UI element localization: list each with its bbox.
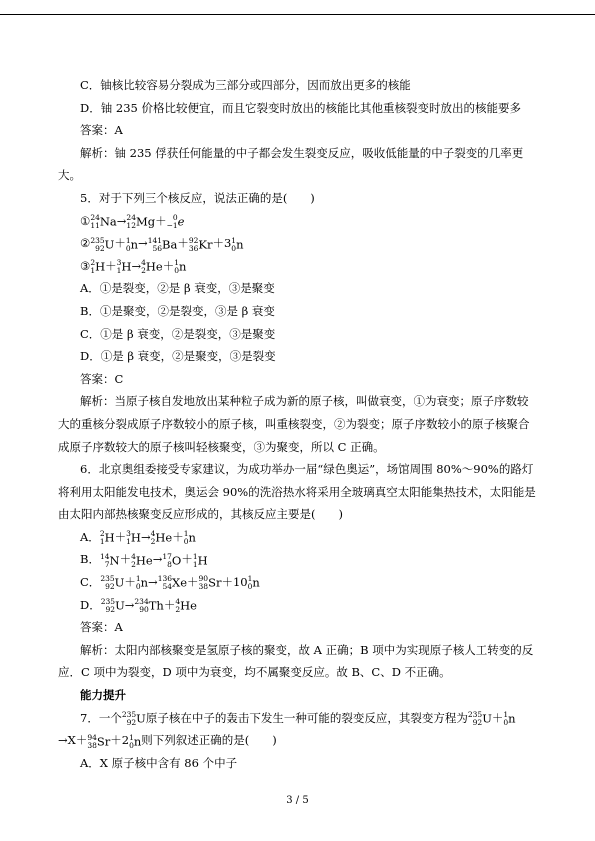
- mass-number: 234: [134, 597, 149, 606]
- nuclide-scripts: [100, 575, 114, 591]
- element-symbol: Na: [99, 214, 117, 229]
- mass-number: 0: [172, 212, 178, 222]
- atomic-number: 38: [198, 582, 209, 592]
- mass-number: 4: [150, 529, 156, 539]
- mass-number: 94: [87, 732, 97, 742]
- nuclide-u235: [122, 707, 146, 730]
- element-symbol: O: [171, 553, 182, 568]
- q5-option-b: B．①是聚变，②是裂变，③是 β 衰变: [80, 303, 275, 318]
- q5-reaction-2: ② 235 92 U＋ 1 0 n→ 141 56 Ba＋ 92 36 Kr＋3 1 0 n: [58, 232, 537, 255]
- atomic-number: 1: [126, 537, 131, 547]
- mass-number: 141: [147, 235, 163, 245]
- nuclide-xe136: [158, 571, 187, 594]
- mass-number: 4: [141, 258, 146, 268]
- nuclide-scripts: [167, 214, 178, 230]
- atomic-number: 92: [472, 717, 483, 727]
- element-symbol: n: [236, 237, 244, 252]
- q4-analysis-line1: 解析：铀 235 俘获任何能量的中子都会发生裂变反应，吸收低能量的中子裂变的几率更: [80, 145, 524, 160]
- nuclide-scripts: [90, 214, 100, 230]
- mass-number: 1: [231, 235, 237, 245]
- q5-reaction-1: ① 24 11 Na→ 24 12 Mg＋ 0 −1 e: [58, 210, 537, 233]
- nuclide-scripts: [87, 734, 97, 750]
- nuclide-scripts: [122, 711, 136, 727]
- element-symbol: H: [121, 259, 132, 274]
- q7-stem-line1: 7．一个 235 92 U原子核在中子的轰击下发生一种可能的裂变反应，其裂变方程为 235 92 U＋ 1 0 n: [58, 707, 537, 730]
- q4-option-c: C．铀核比较容易分裂成为三部分或四部分，因而放出更多的核能: [80, 78, 411, 92]
- nuclide-mg24: [126, 210, 155, 233]
- mass-number: 24: [126, 212, 136, 222]
- mass-number: 1: [192, 551, 198, 561]
- atomic-number: −1: [166, 220, 178, 230]
- nuclide-scripts: [158, 575, 172, 591]
- mass-number: 4: [175, 597, 181, 606]
- document-body: [58, 74, 537, 774]
- atomic-number: 7: [104, 559, 110, 569]
- mass-number: 17: [162, 551, 172, 561]
- mass-number: 2: [99, 529, 105, 539]
- atomic-number: 2: [175, 605, 181, 614]
- nuclide-electron: [167, 210, 185, 233]
- element-symbol: n: [130, 237, 139, 252]
- atomic-number: 1: [99, 537, 105, 547]
- nuclide-th234: [134, 594, 163, 617]
- nuclide-he4: [141, 255, 163, 278]
- element-symbol: n: [508, 711, 516, 726]
- nuclide-neutron: [126, 233, 138, 256]
- mass-number: 1: [503, 709, 509, 719]
- mass-number: 1: [135, 574, 141, 584]
- mass-number: 90: [198, 574, 209, 584]
- atomic-number: 54: [162, 582, 173, 592]
- atomic-number: 0: [183, 537, 189, 547]
- nuclide-scripts: [162, 553, 172, 569]
- header-rule: [0, 14, 595, 15]
- atomic-number: 38: [87, 740, 97, 750]
- nuclide-neutron: [184, 526, 196, 549]
- nuclide-scripts: [189, 237, 199, 253]
- q4-analysis-line2: 大。: [58, 168, 81, 183]
- element-symbol: Ba: [162, 237, 178, 252]
- atomic-number: 0: [247, 582, 253, 592]
- q5-option-a: A．①是裂变，②是 β 衰变，③是聚变: [80, 281, 275, 296]
- atomic-number: 1: [90, 266, 96, 276]
- nuclide-h3: [117, 255, 132, 278]
- element-symbol: H: [95, 259, 106, 274]
- atomic-number: 92: [105, 605, 116, 614]
- mass-number: 235: [90, 235, 105, 245]
- q5-reaction-3: ③ 2 1 H＋ 3 1 H→ 4 2 He＋ 1 0 n: [58, 255, 537, 278]
- nuclide-scripts: [90, 237, 104, 253]
- nuclide-scripts: [126, 214, 136, 230]
- atomic-number: 90: [139, 605, 149, 614]
- nuclide-scripts: [134, 598, 148, 614]
- mass-number: 3: [126, 529, 131, 539]
- nuclide-n14: [100, 549, 120, 572]
- element-symbol: Sr: [208, 576, 222, 591]
- mass-number: 3: [116, 258, 122, 268]
- element-symbol: He: [145, 259, 163, 274]
- element-symbol: Sr: [96, 734, 111, 749]
- mass-number: 136: [157, 574, 173, 584]
- nuclide-scripts: [148, 237, 162, 253]
- nuclide-neutron: [136, 571, 148, 594]
- nuclide-he4: [131, 549, 153, 572]
- atomic-number: 0: [174, 266, 179, 276]
- element-symbol: N: [109, 553, 120, 568]
- element-symbol: n: [133, 734, 142, 749]
- element-symbol: Mg: [135, 214, 156, 229]
- mass-number: 2: [90, 258, 96, 268]
- nuclide-scripts: [101, 598, 115, 614]
- nuclide-h2: [100, 526, 115, 549]
- page-number: 3 / 5: [286, 795, 309, 806]
- nuclide-u235: [101, 594, 125, 617]
- nuclide-h1: [193, 549, 208, 572]
- nuclide-scripts: [199, 575, 209, 591]
- element-symbol: n: [188, 530, 196, 545]
- nuclide-u235: [468, 707, 492, 730]
- nuclide-neutron: [231, 233, 243, 256]
- element-symbol: U: [104, 237, 115, 252]
- q6-answer: 答案：A: [80, 620, 123, 635]
- atomic-number: 1: [192, 559, 198, 569]
- mass-number: 235: [100, 574, 115, 584]
- mass-number: 92: [188, 235, 199, 245]
- nuclide-ba141: [148, 233, 178, 256]
- atomic-number: 0: [135, 582, 141, 592]
- element-symbol: U: [114, 576, 125, 591]
- mass-number: 4: [131, 551, 136, 561]
- nuclide-scripts: [468, 711, 482, 727]
- element-symbol: n: [140, 576, 149, 591]
- atomic-number: 56: [152, 243, 163, 253]
- atomic-number: 92: [95, 243, 105, 253]
- nuclide-he4: [175, 594, 197, 617]
- element-symbol: U: [115, 598, 125, 613]
- nuclide-sr94: [87, 730, 110, 753]
- nuclide-na24: [90, 210, 116, 233]
- element-symbol: e: [177, 214, 185, 229]
- nuclide-u235: [100, 571, 124, 594]
- atomic-number: 36: [188, 243, 199, 253]
- atomic-number: 0: [125, 243, 131, 253]
- q7-option-a: A．X 原子核中含有 86 个中子: [80, 755, 238, 770]
- atomic-number: 0: [129, 740, 134, 750]
- q5-answer: 答案：C: [80, 371, 124, 386]
- element-symbol: H: [130, 530, 141, 545]
- q5-option-d: D．①是 β 衰变，②是聚变，③是裂变: [80, 349, 276, 364]
- nuclide-neutron: [248, 571, 260, 594]
- nuclide-u235: [90, 233, 114, 256]
- nuclide-scripts: [100, 553, 110, 569]
- atomic-number: 0: [231, 243, 237, 253]
- q5-option-c: C．①是 β 衰变，②是裂变，③是聚变: [80, 326, 276, 341]
- element-symbol: n: [252, 576, 260, 591]
- q6-option-b: B． 14 7 N＋ 4 2 He→ 17 8 O＋ 1 1 H: [58, 548, 537, 571]
- atomic-number: 11: [90, 220, 100, 230]
- mass-number: 1: [247, 574, 253, 584]
- nuclide-neutron: [503, 707, 515, 730]
- element-symbol: He: [180, 598, 197, 613]
- mass-number: 1: [174, 258, 179, 268]
- nuclide-h2: [90, 255, 105, 278]
- atomic-number: 2: [141, 266, 146, 276]
- element-symbol: Kr: [198, 237, 213, 252]
- mass-number: 235: [100, 597, 116, 606]
- element-symbol: H: [104, 530, 115, 545]
- atomic-number: 92: [126, 717, 137, 727]
- q5-stem: 5．对于下列三个核反应，说法正确的是( ): [80, 190, 315, 205]
- element-symbol: U: [482, 711, 492, 726]
- mass-number: 235: [467, 709, 483, 719]
- mass-number: 24: [90, 212, 100, 222]
- nuclide-kr92: [189, 233, 213, 256]
- nuclide-neutron: [174, 255, 186, 278]
- element-symbol: Th: [148, 598, 164, 613]
- mass-number: 235: [121, 709, 137, 719]
- q4-answer: 答案：A: [80, 123, 123, 138]
- atomic-number: 12: [126, 220, 136, 230]
- mass-number: 1: [183, 529, 189, 539]
- element-symbol: Xe: [172, 576, 188, 591]
- element-symbol: n: [178, 259, 187, 274]
- mass-number: 1: [125, 235, 131, 245]
- q6-option-a: A． 2 1 H＋ 3 1 H→ 4 2 He＋ 1 0 n: [58, 526, 537, 549]
- atomic-number: 92: [105, 582, 115, 592]
- element-symbol: He: [135, 553, 153, 568]
- q6-analysis: 解析：太阳内部核聚变是氢原子核的聚变，故 A 正确；B 项中为实现原子核人工转变的反应．C 项中为裂变，D 项中为衰变，均不属聚变反应。故 B、C、D 不正确。: [58, 642, 534, 680]
- atomic-number: 0: [503, 717, 509, 727]
- q7-stem-line2: →X＋ 94 38 Sr＋2 1 0 n则下列叙述正确的是( ): [58, 729, 537, 752]
- q5-analysis: 解析：当原子核自发地放出某种粒子成为新的原子核，叫做衰变，①为衰变；原子序数较大的重核分裂成原子序数较小的原子核，叫重核裂变，②为裂变；原子序数较小的原子核聚合成原子序数较大的原子核叫轻核聚变，③为聚变，所以 C 正确。: [58, 394, 530, 454]
- element-symbol: He: [155, 530, 173, 545]
- q6-option-d: D． 235 92 U→ 234 90 Th＋ 4 2 He: [58, 594, 537, 617]
- section-heading: 能力提升: [80, 688, 126, 703]
- q6-stem: 6．北京奥组委接受专家建议，为成功举办一届“绿色奥运”，场馆周围 80%～90%的路灯将利用太阳能发电技术，奥运会 90%的洗浴热水将采用全玻璃真空太阳能集热技术，太阳能是由太阳内部热核聚变反应形成的，其核反应主要是( ): [58, 462, 536, 522]
- element-symbol: U: [136, 711, 146, 726]
- nuclide-neutron: [129, 730, 141, 753]
- nuclide-sr90: [199, 571, 222, 594]
- nuclide-o17: [162, 549, 181, 572]
- atomic-number: 1: [116, 266, 122, 276]
- nuclide-he4: [151, 526, 173, 549]
- atomic-number: 2: [131, 559, 136, 569]
- mass-number: 14: [99, 551, 110, 561]
- mass-number: 1: [129, 732, 134, 742]
- atomic-number: 2: [150, 537, 156, 547]
- q6-option-c: C． 235 92 U＋ 1 0 n→ 136 54 Xe＋ 90 38 Sr＋10 1 0 n: [58, 571, 537, 594]
- q4-option-d: D．铀 235 价格比较便宜，而且它裂变时放出的核能比其他重核裂变时放出的核能要多: [80, 100, 521, 115]
- atomic-number: 8: [167, 559, 172, 569]
- nuclide-h3: [126, 526, 141, 549]
- element-symbol: H: [197, 553, 208, 568]
